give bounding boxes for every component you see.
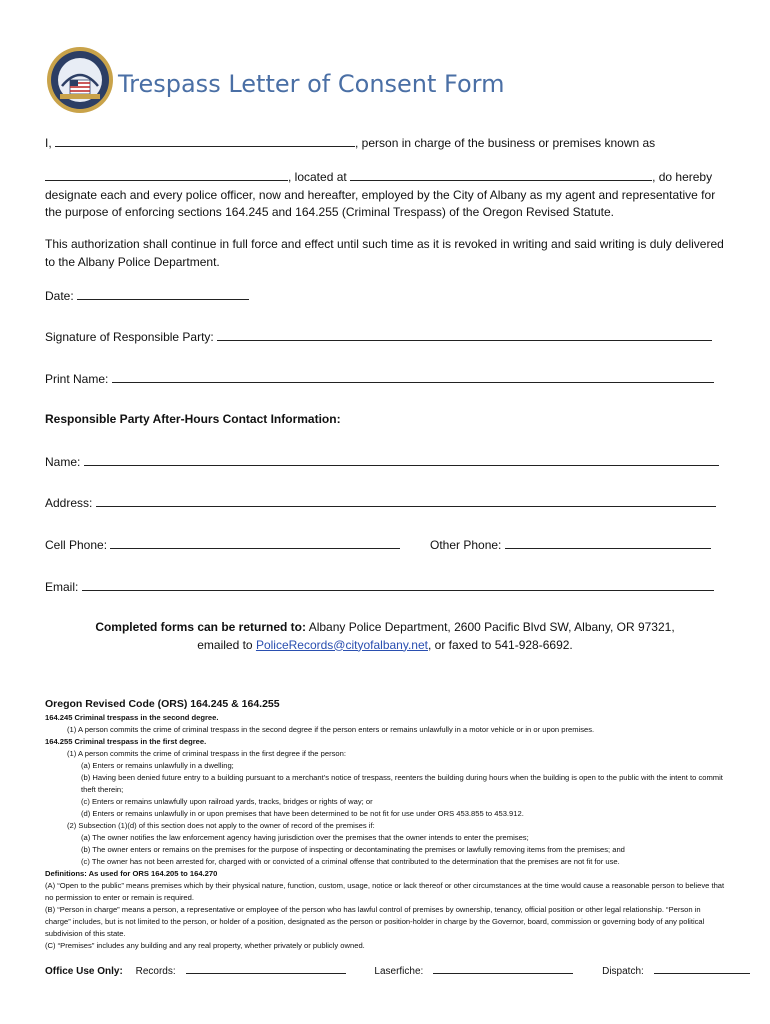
other-phone-row — [430, 536, 711, 552]
laserfiche-field[interactable] — [433, 963, 573, 974]
responsible-person-blank[interactable] — [55, 134, 355, 147]
line1-prefix: I, — [45, 136, 52, 150]
ors-255-2c: (c) The owner has not been arrested for, charged with or convicted of a criminal offense that contributed to the determination that the premises are not fit for use. — [81, 857, 620, 866]
email-row — [45, 578, 714, 594]
records-field[interactable] — [186, 963, 346, 974]
definition-a: (A) “Open to the public” means premises which by their physical nature, function, custom, usage, notice or lack thereof or other circumstances at the time would cause a reasonable person to believe that no permission to enter or remain is required. — [45, 881, 725, 902]
laserfiche-label: Laserfiche: — [374, 966, 424, 977]
ors-255-1c: (c) Enters or remains unlawfully upon railroad yards, tracks, bridges or rights of way; or — [81, 797, 373, 806]
dispatch-label: Dispatch: — [602, 966, 644, 977]
dispatch-field[interactable] — [654, 963, 750, 974]
email-label: Email: — [45, 580, 79, 594]
faxed-text: , or faxed to 541-928-6692. — [427, 637, 573, 652]
definition-b: (B) “Person in charge” means a person, a representative or employee of the person who has lawful control of premises by ownership, tenancy, official position or other legal relationship. “Person in charge” includes, but is not limited to the person, or holder of a position, designated as the person or position-holder in charge by the Governor, board, commission or governing body of any political subdivision of this state. — [45, 905, 705, 938]
consent-line-1 — [45, 134, 725, 153]
cell-phone-field[interactable] — [110, 536, 400, 549]
office-use-row — [45, 963, 760, 977]
ors-255-1a: (a) Enters or remains unlawfully in a dwelling; — [81, 761, 234, 770]
print-name-row — [45, 370, 714, 386]
definition-c: (C) “Premises” includes any building and any real property, whether privately or publicly owned. — [45, 941, 365, 950]
signature-label: Signature of Responsible Party: — [45, 330, 214, 344]
emailed-prefix: emailed to — [197, 637, 256, 652]
other-phone-label: Other Phone: — [430, 538, 502, 552]
signature-field[interactable] — [217, 328, 712, 341]
located-at-label: , located at — [288, 170, 347, 184]
cell-phone-row — [45, 536, 400, 552]
print-name-field[interactable] — [112, 370, 714, 383]
date-label: Date: — [45, 289, 74, 303]
city-seal-logo — [46, 46, 114, 114]
ors-section — [45, 697, 725, 952]
ors-245-1: (1) A person commits the crime of criminal trespass in the second degree if the person enters or remains unlawfully in a motor vehicle or in or upon premises. — [67, 725, 595, 734]
address-label: Address: — [45, 496, 93, 510]
address-field[interactable] — [96, 494, 716, 507]
signature-row — [45, 328, 712, 344]
ors-255-1: (1) A person commits the crime of criminal trespass in the first degree if the person: — [67, 749, 346, 758]
do-hereby-label: , do hereby — [652, 170, 713, 184]
name-field[interactable] — [84, 453, 719, 466]
other-phone-field[interactable] — [505, 536, 711, 549]
name-label: Name: — [45, 455, 81, 469]
returned-label: Completed forms can be returned to: — [95, 620, 307, 634]
ors-255-2a: (a) The owner notifies the law enforcement agency having jurisdiction over the premises that the owner intends to enter the premises; — [81, 833, 529, 842]
print-name-label: Print Name: — [45, 372, 109, 386]
consent-paragraph — [45, 168, 725, 222]
ors-255-2b: (b) The owner enters or remains on the premises for the purpose of inspecting or decontaminating the premises or lawfully removing items from the premises; and — [81, 845, 625, 854]
authorization-paragraph: This authorization shall continue in full force and effect until such time as it is revoked in writing and said writing is duly delivered to the Albany Police Department. — [45, 237, 724, 269]
date-field[interactable] — [77, 287, 249, 300]
email-link[interactable]: PoliceRecords@cityofalbany.net — [255, 637, 428, 652]
ors-245-title: 164.245 Criminal trespass in the second degree. — [45, 713, 219, 722]
business-name-blank[interactable] — [45, 168, 288, 181]
definitions-title: Definitions: As used for ORS 164.205 to 164.270 — [45, 869, 218, 878]
after-hours-heading: Responsible Party After-Hours Contact Information: — [45, 412, 341, 426]
line1-suffix: , person in charge of the business or premises known as — [355, 136, 656, 150]
consent-paragraph-text: designate each and every police officer, now and hereafter, employed by the City of Albany as my agent and representative for the purpose of enforcing sections 164.245 and 164.255 (Criminal Trespass) of the Oregon Revised Statute. — [45, 187, 716, 219]
returned-address: Albany Police Department, 2600 Pacific Blvd SW, Albany, OR 97321, — [306, 620, 675, 634]
cell-phone-label: Cell Phone: — [45, 538, 108, 552]
date-row — [45, 287, 249, 303]
ors-255-1d: (d) Enters or remains unlawfully in or upon premises that have been determined to be not fit for use under ORS 453.855 to 453.912. — [81, 809, 524, 818]
address-row — [45, 494, 716, 510]
records-label: Records: — [135, 966, 176, 977]
page-title: Trespass Letter of Consent Form — [118, 70, 505, 98]
ors-255-1b: (b) Having been denied future entry to a building pursuant to a merchant’s notice of trespass, reenters the building during hours when the building is open to the public with the intent to commit theft therein; — [81, 773, 723, 794]
ors-255-2: (2) Subsection (1)(d) of this section does not apply to the owner of record of the premises if: — [67, 821, 375, 830]
ors-255-title: 164.255 Criminal trespass in the first degree. — [45, 737, 207, 746]
ors-heading: Oregon Revised Code (ORS) 164.245 & 164.255 — [45, 698, 280, 710]
email-field[interactable] — [82, 578, 714, 591]
name-row — [45, 453, 719, 469]
office-use-label: Office Use Only: — [45, 966, 123, 977]
business-address-blank[interactable] — [350, 168, 652, 181]
return-instructions — [45, 619, 725, 654]
